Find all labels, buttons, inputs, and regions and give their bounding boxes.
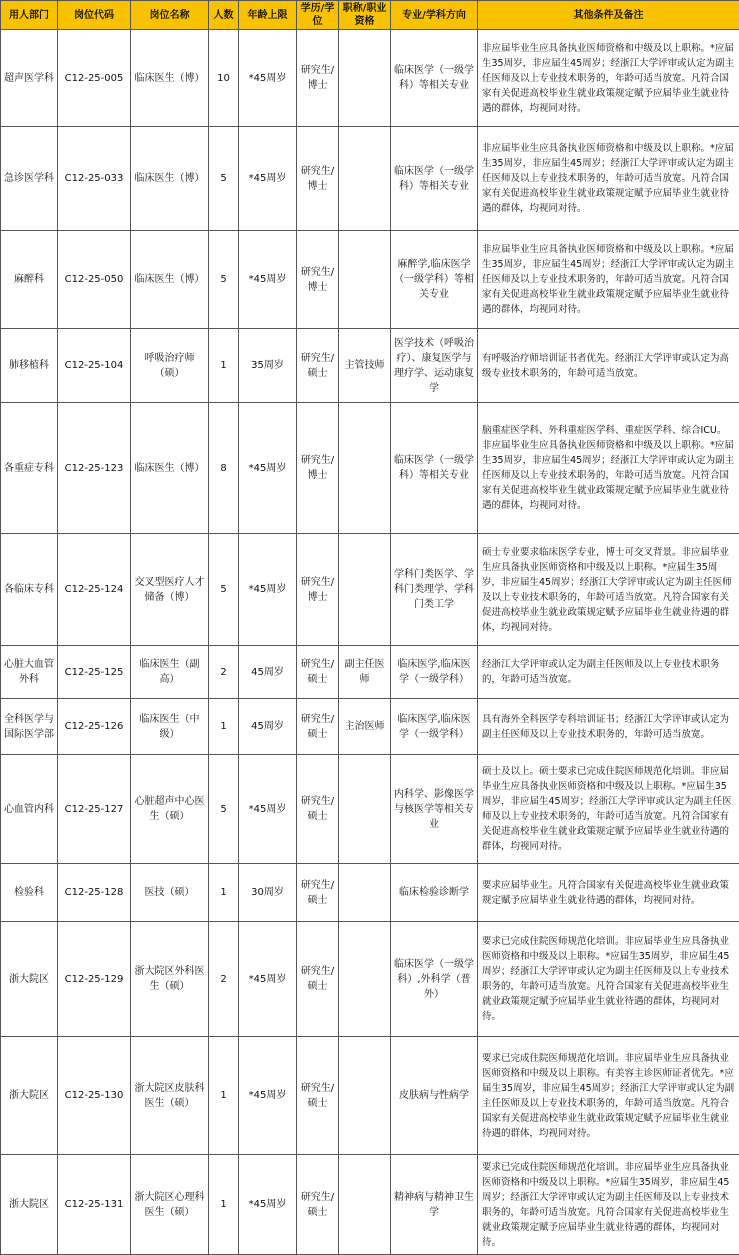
header-count: 人数 bbox=[209, 1, 239, 30]
cell-other: 要求已完成住院医师规范化培训。非应届毕业生应具备执业医师资格和中级及以上职称。有美容主诊医师证者优先。*应届生35周岁，非应届生45周岁；经浙江大学评审或认定为副主任医师及以上专业技术职务的，年龄可适当放宽。凡符合国家有关促进高校毕业生就业政策规定赋予应届毕业生就业待遇的群体，均视同对待。 bbox=[478, 1037, 739, 1155]
cell-other: 经浙江大学评审或认定为副主任医师及以上专业技术职务的，年龄可适当放宽。 bbox=[478, 646, 739, 699]
cell-count: 5 bbox=[209, 755, 239, 864]
cell-dept: 各临床专科 bbox=[1, 534, 58, 646]
table-row bbox=[1, 127, 739, 231]
cell-dept: 心脏大血管外科 bbox=[1, 646, 58, 699]
cell-other: 要求已完成住院医师规范化培训。非应届毕业生应具备执业医师资格和中级及以上职称。*应届生35周岁，非应届生45周岁；经浙江大学评审或认定为副主任医师及以上专业技术职务的，年龄可适当放宽。凡符合国家有关促进高校毕业生就业政策规定赋予应届毕业生就业待遇的群体，均视同对待。 bbox=[478, 1155, 739, 1255]
cell-age: *45周岁 bbox=[239, 231, 297, 329]
header-title: 职称/职业资格 bbox=[339, 1, 391, 30]
cell-edu: 研究生/硕士 bbox=[297, 1155, 339, 1255]
cell-code: C12-25-124 bbox=[58, 534, 131, 646]
cell-major: 麻醉学,临床医学（一级学科）等相关专业 bbox=[391, 231, 478, 329]
cell-dept: 浙大院区 bbox=[1, 922, 58, 1037]
cell-code: C12-25-129 bbox=[58, 922, 131, 1037]
cell-other: 非应届毕业生应具备执业医师资格和中级及以上职称。*应届生35周岁，非应届生45周岁；经浙江大学评审或认定为副主任医师及以上专业技术职务的，年龄可适当放宽。凡符合国家有关促进高校毕业生就业政策规定赋予应届毕业生就业待遇的群体，均视同对待。 bbox=[478, 231, 739, 329]
cell-title bbox=[339, 864, 391, 922]
cell-count: 1 bbox=[209, 864, 239, 922]
table-row bbox=[1, 646, 739, 699]
cell-edu: 研究生/博士 bbox=[297, 30, 339, 127]
cell-age: *45周岁 bbox=[239, 755, 297, 864]
cell-major: 临床医学（一级学科）等相关专业 bbox=[391, 30, 478, 127]
table-row bbox=[1, 534, 739, 646]
cell-name: 浙大院区外科医生（硕） bbox=[131, 922, 209, 1037]
cell-name: 临床医生（副高） bbox=[131, 646, 209, 699]
cell-title: 主管技师 bbox=[339, 329, 391, 403]
cell-title bbox=[339, 1155, 391, 1255]
header-edu: 学历/学位 bbox=[297, 1, 339, 30]
cell-edu: 研究生/硕士 bbox=[297, 329, 339, 403]
cell-count: 8 bbox=[209, 403, 239, 534]
table-row bbox=[1, 329, 739, 403]
cell-name: 呼吸治疗师（硕） bbox=[131, 329, 209, 403]
cell-name: 浙大院区心理科医生（硕） bbox=[131, 1155, 209, 1255]
table-row bbox=[1, 755, 739, 864]
header-row bbox=[1, 1, 739, 30]
cell-name: 临床医生（博） bbox=[131, 403, 209, 534]
cell-dept: 肺移植科 bbox=[1, 329, 58, 403]
cell-major: 临床医学（一级学科）,外科学（普外） bbox=[391, 922, 478, 1037]
cell-title: 主治医师 bbox=[339, 699, 391, 755]
table-row bbox=[1, 864, 739, 922]
cell-age: 45周岁 bbox=[239, 699, 297, 755]
cell-major: 临床医学（一级学科）等相关专业 bbox=[391, 127, 478, 231]
cell-name: 临床医生（博） bbox=[131, 231, 209, 329]
cell-code: C12-25-005 bbox=[58, 30, 131, 127]
cell-code: C12-25-126 bbox=[58, 699, 131, 755]
cell-count: 10 bbox=[209, 30, 239, 127]
cell-title bbox=[339, 231, 391, 329]
cell-major: 内科学、影像医学与核医学等相关专业 bbox=[391, 755, 478, 864]
cell-edu: 研究生/硕士 bbox=[297, 864, 339, 922]
cell-edu: 研究生/博士 bbox=[297, 231, 339, 329]
cell-major: 临床医学（一级学科）等相关专业 bbox=[391, 403, 478, 534]
cell-count: 2 bbox=[209, 922, 239, 1037]
cell-other: 要求应届毕业生。凡符合国家有关促进高校毕业生就业政策规定赋予应届毕业生就业待遇的群体，均视同对待。 bbox=[478, 864, 739, 922]
cell-code: C12-25-104 bbox=[58, 329, 131, 403]
cell-other: 硕士及以上。硕士要求已完成住院医师规范化培训。非应届毕业生应具备执业医师资格和中级及以上职称。*应届生35周岁，非应届生45周岁；经浙江大学评审或认定为副主任医师及以上专业技术职务的，年龄可适当放宽。凡符合国家有关促进高校毕业生就业政策规定赋予应届毕业生就业待遇的群体，均视同对待。 bbox=[478, 755, 739, 864]
header-age: 年龄上限 bbox=[239, 1, 297, 30]
cell-age: 35周岁 bbox=[239, 329, 297, 403]
cell-name: 临床医生（博） bbox=[131, 30, 209, 127]
cell-title bbox=[339, 755, 391, 864]
cell-edu: 研究生/硕士 bbox=[297, 755, 339, 864]
cell-dept: 全科医学与国际医学部 bbox=[1, 699, 58, 755]
cell-age: *45周岁 bbox=[239, 1037, 297, 1155]
table-row bbox=[1, 30, 739, 127]
cell-edu: 研究生/博士 bbox=[297, 127, 339, 231]
cell-age: *45周岁 bbox=[239, 30, 297, 127]
cell-dept: 浙大院区 bbox=[1, 1155, 58, 1255]
cell-other: 非应届毕业生应具备执业医师资格和中级及以上职称。*应届生35周岁，非应届生45周岁；经浙江大学评审或认定为副主任医师及以上专业技术职务的，年龄可适当放宽。凡符合国家有关促进高校毕业生就业政策规定赋予应届毕业生就业待遇的群体，均视同对待。 bbox=[478, 30, 739, 127]
cell-dept: 检验科 bbox=[1, 864, 58, 922]
cell-dept: 浙大院区 bbox=[1, 1037, 58, 1155]
cell-count: 1 bbox=[209, 329, 239, 403]
cell-title: 副主任医师 bbox=[339, 646, 391, 699]
cell-code: C12-25-127 bbox=[58, 755, 131, 864]
cell-dept: 心血管内科 bbox=[1, 755, 58, 864]
cell-code: C12-25-123 bbox=[58, 403, 131, 534]
cell-dept: 超声医学科 bbox=[1, 30, 58, 127]
cell-count: 1 bbox=[209, 699, 239, 755]
cell-code: C12-25-125 bbox=[58, 646, 131, 699]
cell-title bbox=[339, 127, 391, 231]
header-major: 专业/学科方向 bbox=[391, 1, 478, 30]
cell-edu: 研究生/博士 bbox=[297, 534, 339, 646]
cell-major: 医学技术（呼吸治疗）、康复医学与理疗学、运动康复学 bbox=[391, 329, 478, 403]
cell-code: C12-25-050 bbox=[58, 231, 131, 329]
cell-count: 5 bbox=[209, 127, 239, 231]
cell-major: 精神病与精神卫生学 bbox=[391, 1155, 478, 1255]
cell-other: 脑重症医学科、外科重症医学科、重症医学科、综合ICU。非应届毕业生应具备执业医师资格和中级及以上职称。*应届生35周岁，非应届生45周岁；经浙江大学评审或认定为副主任医师及以上专业技术职务的，年龄可适当放宽。凡符合国家有关促进高校毕业生就业政策规定赋予应届毕业生就业待遇的群体，均视同对待。 bbox=[478, 403, 739, 534]
cell-dept: 急诊医学科 bbox=[1, 127, 58, 231]
cell-other: 硕士专业要求临床医学专业，博士可交叉背景。非应届毕业生应具备执业医师资格和中级及以上职称。*应届生35周岁，非应届生45周岁；经浙江大学评审或认定为副主任医师及以上专业技术职务的，年龄可适当放宽。凡符合国家有关促进高校毕业生就业政策规定赋予应届毕业生就业待遇的群体，均视同对待。 bbox=[478, 534, 739, 646]
cell-count: 1 bbox=[209, 1037, 239, 1155]
cell-code: C12-25-128 bbox=[58, 864, 131, 922]
cell-age: *45周岁 bbox=[239, 1155, 297, 1255]
cell-count: 2 bbox=[209, 646, 239, 699]
header-name: 岗位名称 bbox=[131, 1, 209, 30]
table-row bbox=[1, 699, 739, 755]
cell-name: 临床医生（博） bbox=[131, 127, 209, 231]
cell-code: C12-25-131 bbox=[58, 1155, 131, 1255]
cell-other: 具有海外全科医学专科培训证书；经浙江大学评审或认定为副主任医师及以上专业技术职务的，年龄可适当放宽。 bbox=[478, 699, 739, 755]
table-row bbox=[1, 922, 739, 1037]
cell-edu: 研究生/硕士 bbox=[297, 646, 339, 699]
table-row bbox=[1, 1037, 739, 1155]
table-row bbox=[1, 403, 739, 534]
cell-title bbox=[339, 534, 391, 646]
cell-count: 5 bbox=[209, 534, 239, 646]
cell-other: 要求已完成住院医师规范化培训。非应届毕业生应具备执业医师资格和中级及以上职称。*应届生35周岁，非应届生45周岁；经浙江大学评审或认定为副主任医师及以上专业技术职务的，年龄可适当放宽。凡符合国家有关促进高校毕业生就业政策规定赋予应届毕业生就业待遇的群体，均视同对待。 bbox=[478, 922, 739, 1037]
cell-count: 1 bbox=[209, 1155, 239, 1255]
table-row bbox=[1, 1155, 739, 1255]
cell-edu: 研究生/硕士 bbox=[297, 1037, 339, 1155]
cell-age: *45周岁 bbox=[239, 534, 297, 646]
cell-title bbox=[339, 1037, 391, 1155]
cell-code: C12-25-033 bbox=[58, 127, 131, 231]
header-code: 岗位代码 bbox=[58, 1, 131, 30]
header-other: 其他条件及备注 bbox=[478, 1, 739, 30]
cell-major: 皮肤病与性病学 bbox=[391, 1037, 478, 1155]
cell-name: 交叉型医疗人才储备（博） bbox=[131, 534, 209, 646]
cell-major: 临床医学,临床医学（一级学科） bbox=[391, 646, 478, 699]
cell-title bbox=[339, 922, 391, 1037]
cell-age: *45周岁 bbox=[239, 127, 297, 231]
cell-edu: 研究生/硕士 bbox=[297, 699, 339, 755]
cell-dept: 麻醉科 bbox=[1, 231, 58, 329]
cell-other: 非应届毕业生应具备执业医师资格和中级及以上职称。*应届生35周岁，非应届生45周岁；经浙江大学评审或认定为副主任医师及以上专业技术职务的，年龄可适当放宽。凡符合国家有关促进高校毕业生就业政策规定赋予应届毕业生就业待遇的群体，均视同对待。 bbox=[478, 127, 739, 231]
cell-title bbox=[339, 403, 391, 534]
cell-major: 临床医学,临床医学（一级学科） bbox=[391, 699, 478, 755]
cell-age: *45周岁 bbox=[239, 403, 297, 534]
cell-age: *45周岁 bbox=[239, 922, 297, 1037]
cell-count: 5 bbox=[209, 231, 239, 329]
cell-age: 30周岁 bbox=[239, 864, 297, 922]
cell-name: 浙大院区皮肤科医生（硕） bbox=[131, 1037, 209, 1155]
cell-other: 有呼吸治疗师培训证书者优先。经浙江大学评审或认定为高级专业技术职务的，年龄可适当放宽。 bbox=[478, 329, 739, 403]
cell-name: 临床医生（中级） bbox=[131, 699, 209, 755]
cell-name: 心脏超声中心医生（硕） bbox=[131, 755, 209, 864]
table-row bbox=[1, 231, 739, 329]
cell-edu: 研究生/博士 bbox=[297, 403, 339, 534]
cell-title bbox=[339, 30, 391, 127]
cell-code: C12-25-130 bbox=[58, 1037, 131, 1155]
cell-major: 学科门类医学、学科门类理学、学科门类工学 bbox=[391, 534, 478, 646]
header-dept: 用人部门 bbox=[1, 1, 58, 30]
cell-age: 45周岁 bbox=[239, 646, 297, 699]
cell-major: 临床检验诊断学 bbox=[391, 864, 478, 922]
cell-dept: 各重症专科 bbox=[1, 403, 58, 534]
cell-name: 医技（硕） bbox=[131, 864, 209, 922]
cell-edu: 研究生/硕士 bbox=[297, 922, 339, 1037]
